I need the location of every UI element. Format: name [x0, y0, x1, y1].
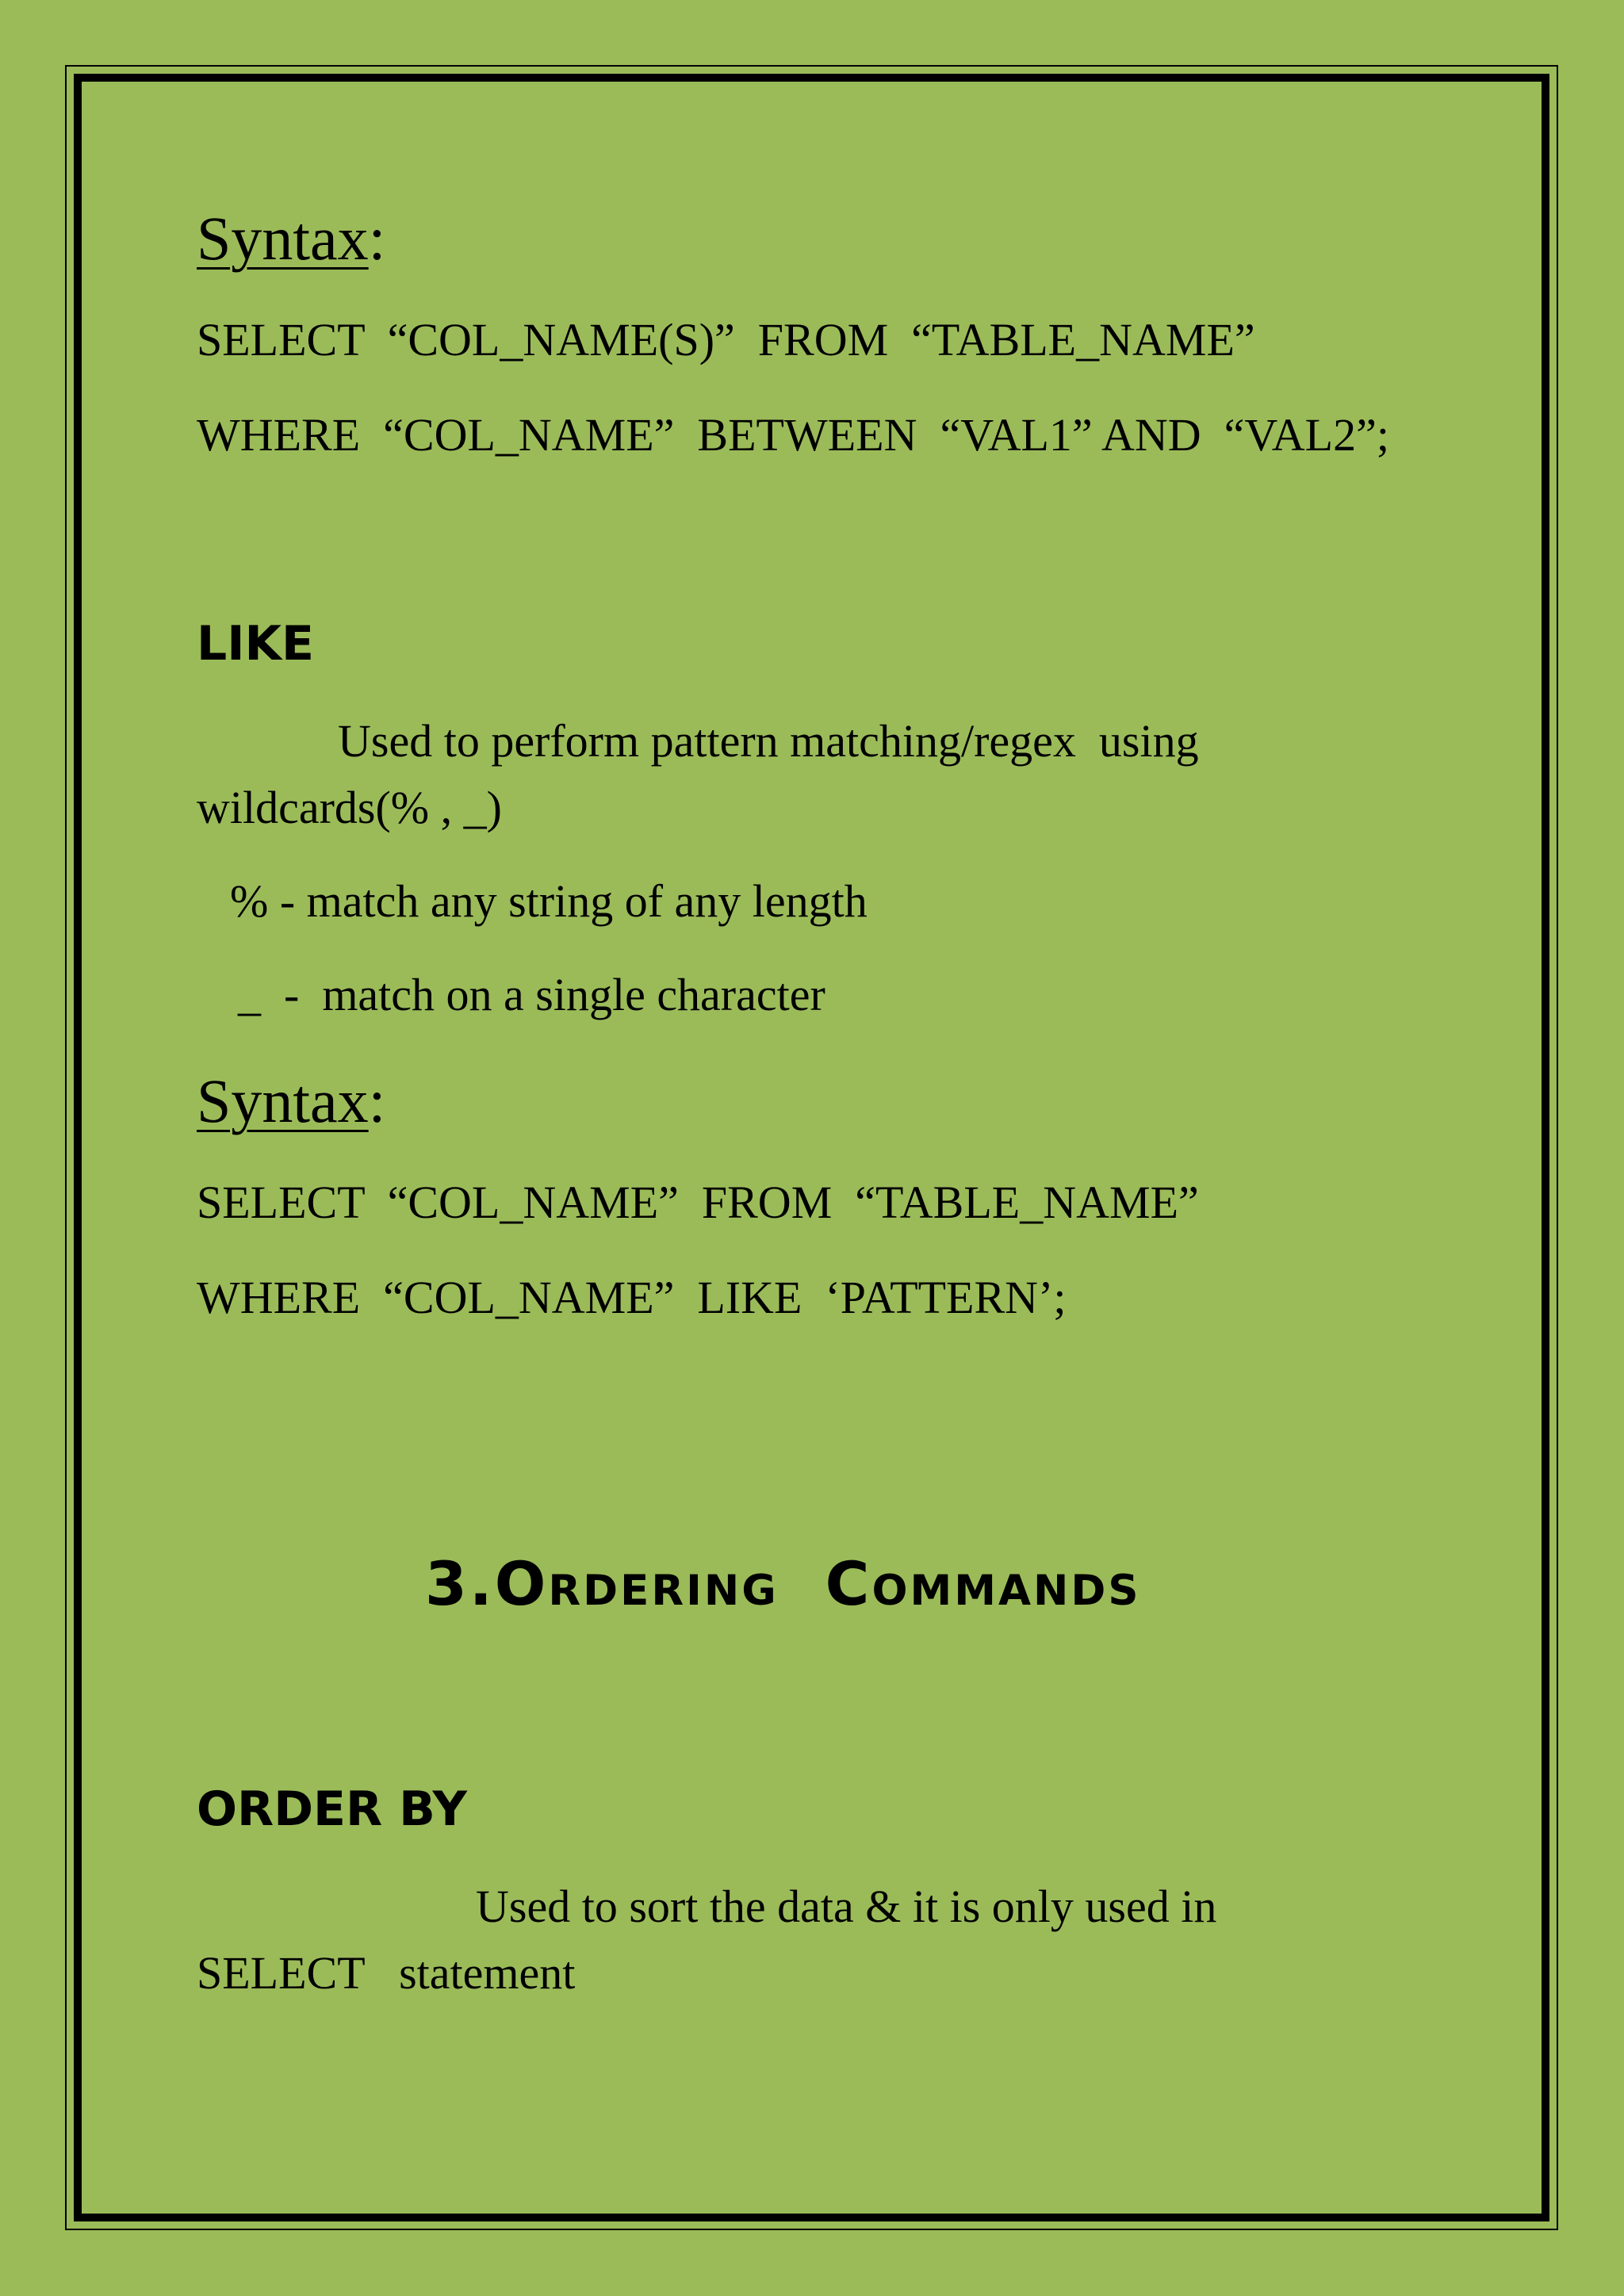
order-by-description-line-1: Used to sort the data & it is only used in	[476, 1881, 1217, 1932]
like-description-line-1: Used to perform pattern matching/regex using	[338, 715, 1199, 767]
like-syntax-colon: :	[368, 1066, 386, 1135]
wildcard-underscore-item: _ - match on a single character	[238, 969, 825, 1020]
like-description-line-2: wildcards(% , _)	[197, 782, 502, 833]
section-title: 3.Ordering Commands	[425, 1548, 1141, 1619]
between-syntax-label: Syntax	[197, 204, 369, 273]
between-syntax-line-1: SELECT “COL_NAME(S)” FROM “TABLE_NAME”	[197, 314, 1255, 365]
between-syntax-heading	[197, 204, 386, 273]
like-syntax-heading	[197, 1066, 386, 1135]
like-syntax-label: Syntax	[197, 1066, 369, 1135]
between-syntax-colon: :	[368, 204, 386, 273]
like-heading: LIKE	[197, 616, 315, 672]
order-by-heading: ORDER BY	[197, 1781, 467, 1837]
between-syntax-line-2: WHERE “COL_NAME” BETWEEN “VAL1” AND “VAL2”;	[197, 409, 1389, 461]
order-by-description-line-2: SELECT statement	[197, 1947, 576, 1999]
like-syntax-line-2: WHERE “COL_NAME” LIKE ‘PATTERN’;	[197, 1272, 1067, 1323]
like-syntax-line-1: SELECT “COL_NAME” FROM “TABLE_NAME”	[197, 1177, 1199, 1228]
wildcard-percent-item: % - match any string of any length	[230, 875, 868, 927]
